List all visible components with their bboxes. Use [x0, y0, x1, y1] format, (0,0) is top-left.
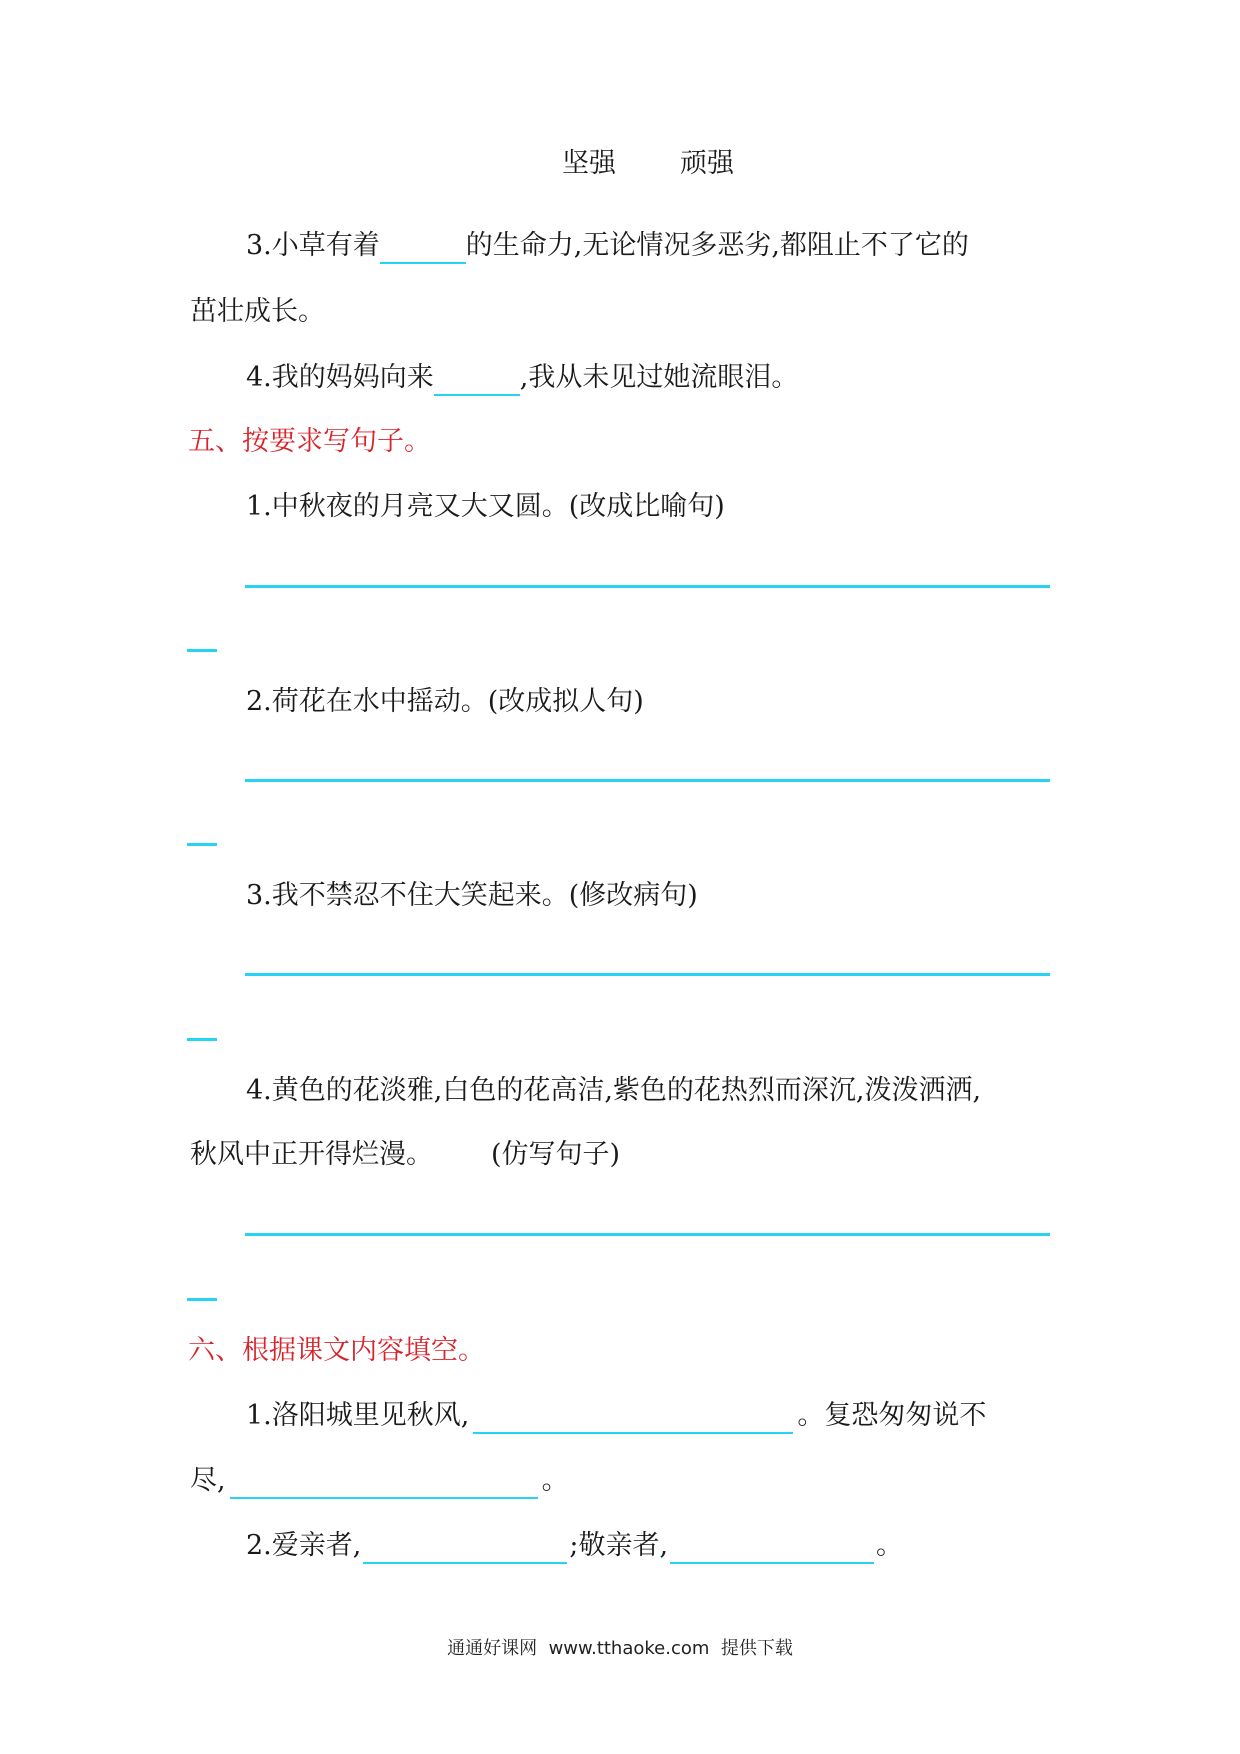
- question-text: ,我从未见过她流眼泪。: [519, 362, 799, 393]
- question-6-2: [246, 1528, 903, 1564]
- question-note: (仿写句子): [491, 1139, 621, 1170]
- question-text: 荷花在水中摇动。(改成拟人句): [271, 686, 644, 717]
- answer-line[interactable]: [245, 585, 1050, 588]
- question-5-4: [246, 1073, 981, 1109]
- question-number: 3.: [246, 230, 272, 261]
- question-text: 。: [876, 1530, 904, 1561]
- answer-line[interactable]: [245, 973, 1050, 976]
- fill-blank[interactable]: [380, 234, 466, 264]
- question-number: 4.: [246, 1075, 272, 1106]
- question-text: 尽,: [190, 1465, 226, 1496]
- answer-line[interactable]: [245, 779, 1050, 782]
- fill-blank[interactable]: [363, 1534, 567, 1564]
- question-text: 的生命力,无论情况多恶劣,都阻止不了它的: [465, 230, 969, 261]
- question-6-1: [246, 1398, 986, 1434]
- question-text: 洛阳城里见秋风,: [271, 1400, 470, 1431]
- fill-blank[interactable]: [473, 1404, 793, 1434]
- answer-line-tail: [187, 843, 217, 846]
- question-number: 1.: [246, 1400, 272, 1431]
- section-5-heading: 五、按要求写句子。: [188, 426, 431, 457]
- question-text: 秋风中正开得烂漫。: [190, 1139, 433, 1170]
- question-number: 3.: [246, 880, 272, 911]
- question-text: 我的妈妈向来: [271, 362, 434, 393]
- question-number: 2.: [246, 686, 272, 717]
- question-5-4-cont: [190, 1137, 620, 1173]
- question-text: 中秋夜的月亮又大又圆。(改成比喻句): [271, 491, 725, 522]
- question-number: 1.: [246, 491, 272, 522]
- fill-blank[interactable]: [434, 366, 520, 396]
- answer-line[interactable]: [245, 1233, 1050, 1236]
- fill-blank[interactable]: [230, 1469, 538, 1499]
- question-text: 我不禁忍不住大笑起来。(修改病句): [271, 880, 698, 911]
- answer-line-tail: [187, 1298, 217, 1301]
- question-number: 4.: [246, 362, 272, 393]
- answer-word-1: 坚强: [562, 148, 616, 179]
- question-number: 2.: [246, 1530, 272, 1561]
- question-6-1-cont: [190, 1463, 569, 1499]
- question-4-4: [246, 360, 798, 396]
- question-text: 黄色的花淡雅,白色的花高洁,紫色的花热烈而深沉,泼泼洒洒,: [271, 1075, 982, 1106]
- question-5-3: [246, 878, 698, 914]
- page-footer: 通通好课网 www.tthaoke.com 提供下载: [447, 1638, 793, 1659]
- answer-word-2: 顽强: [680, 148, 734, 179]
- question-text: 爱亲者,: [271, 1530, 362, 1561]
- question-text: 。复恐匆匆说不: [797, 1400, 987, 1431]
- answer-line-tail: [187, 1038, 217, 1041]
- fill-blank[interactable]: [670, 1534, 874, 1564]
- question-5-1: [246, 489, 725, 525]
- answer-line-tail: [187, 649, 217, 652]
- question-4-3: [246, 228, 969, 264]
- section-6-heading: 六、根据课文内容填空。: [188, 1335, 485, 1366]
- question-5-2: [246, 684, 644, 720]
- question-text: 小草有着: [271, 230, 380, 261]
- question-text: ;敬亲者,: [569, 1530, 669, 1561]
- question-text: 。: [541, 1465, 569, 1496]
- question-4-3-cont: 茁壮成长。: [190, 296, 325, 327]
